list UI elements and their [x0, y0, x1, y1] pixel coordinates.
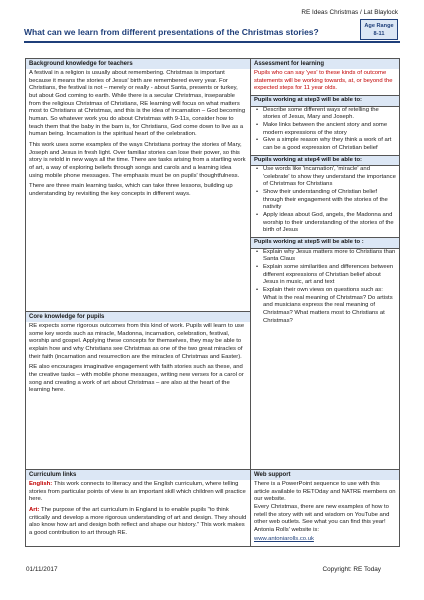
core-heading: Core knowledge for pupils — [26, 312, 250, 322]
step3-list — [251, 107, 399, 153]
step4-heading: Pupils working at step4 will be able to: — [251, 155, 399, 167]
step5-heading: Pupils working at step5 will be able to : — [251, 237, 399, 249]
page-title: What can we learn from different presentations of the Christmas stories? — [24, 27, 319, 37]
web-section — [251, 470, 399, 546]
background-heading: Background knowledge for teachers — [26, 59, 250, 69]
list-item: • Make links between the ancient story and some modern expressions of the story — [263, 122, 396, 137]
list-item: • Use words like 'incarnation', 'miracle' and 'celebrate' to show they understand the importance of Christmas for Christians — [263, 166, 396, 189]
footer-copyright: Copyright: RE Today — [322, 566, 381, 573]
list-item: • Apply ideas about God, angels, the Madonna and worship to their understanding of the stories of the birth of Jesus — [263, 212, 396, 235]
content-grid — [25, 58, 400, 547]
english-text: This work connects to literacy and the English curriculum, where telling stories from particular points of view is an important skill which children will practice here. — [29, 481, 246, 503]
background-paragraph: This work uses some examples of the ways Christians portray the stories of Mary, Joseph and Jesus in fresh light. Over familiar stories can lose their power, so this story is retold in new ways all the time. There are tasks arising from a startling work of art, a way of exploring beliefs through songs and carols and a learning idea using mobile phone messages. The emphasis must be on pupils' thoughtfulness. — [29, 141, 246, 179]
core-paragraph: RE expects some rigorous outcomes from this kind of work. Pupils will learn to use some key words such as miracle, Madonna, incarnation, celebration, festival, worship and gospel. Applying these concepts for themselves, they may be able to explain how and why Christians see Christmas as one of the two great miracles of their faith (incarnation and resurrection are the miracles of Christmas and Easter). — [29, 323, 245, 360]
english-label: English: — [29, 481, 53, 487]
art-link — [29, 507, 247, 538]
list-item: • Show their understanding of Christian belief through their engagement with the stories of the nativity — [263, 189, 396, 212]
list-item: • Explain why Jesus matters more to Christians than Santa Claus — [263, 249, 396, 264]
list-item: • Describe some different ways of retelling the stories of Jesus, Mary and Joseph. — [263, 107, 396, 122]
curriculum-section — [26, 470, 250, 546]
core-section — [26, 312, 250, 469]
list-item: • Explain their own views on questions such as: What is the real meaning of Christmas? Do artists and musicians express the real meaning of Christmas? What matters most to Christians at Christmas? — [263, 287, 396, 325]
title-bar — [24, 20, 400, 43]
age-range-value: 8-11 — [373, 31, 385, 37]
core-paragraph: RE also encourages imaginative engagement with faith stories such as these, and the creative tasks – with mobile phone messages, writing new verses for a carol or song and creating a work of art about Christmas – are also at the heart of the learning here. — [29, 364, 244, 394]
step5-list — [251, 249, 399, 326]
list-item: • Give a simple reason why they think a work of art can be a good expression of Christian belief — [263, 137, 396, 152]
english-link — [29, 481, 247, 504]
assessment-intro: Pupils who can say 'yes' to these kinds of outcome statements will be working towards, at, or beyond the expected steps for 11 year olds. — [254, 70, 393, 92]
antonia-rolls-link[interactable]: www.antoniarolls.co.uk — [254, 535, 314, 542]
web-heading: Web support — [251, 470, 399, 480]
curriculum-heading: Curriculum links — [26, 470, 250, 480]
background-section — [26, 59, 250, 311]
art-text: The purpose of the art curriculum in England is to enable pupils "to think critically and develop a more rigorous understanding of art and design. They should also know how art and design both reflect and shape our history." This work makes a good contribution to art through RE. — [29, 506, 247, 536]
footer-date: 01/11/2017 — [26, 566, 58, 573]
web-text: There is a PowerPoint sequence to use with this article available to RETOday and NATRE members on our website. Every Christmas, there are new examples of how to retell the story with wit and wisdom on YouTube and other web outlets. See what you can find this year! Antonia Rolls' website is: — [254, 481, 396, 533]
background-paragraph: A festival in a religion is usually about remembering. Christmas is important because it means the stories of Jesus' birth are remembered every year. For Christians, the festival is not – merely or really - about Santa, presents or turkey, but about God coming to earth. While there is a secular Christmas, inseparable from the religious Christmas of Christians, RE learning will focus on what matters most to Christians at Christmas, and this is the idea of incarnation – God becoming human. So whatever work you do about Christmas with 9-11s, consider how to teach them that the baby in the barn is, for Christians, God come down to live as a human being. Incarnation is the spiritual heart of the celebration. — [29, 70, 246, 138]
step4-list — [251, 166, 399, 235]
assessment-heading: Assessment for learning — [251, 59, 399, 69]
step3-heading: Pupils working at step3 will be able to: — [251, 95, 399, 107]
age-range-label: Age Range — [364, 23, 394, 29]
background-paragraph: There are three main learning tasks, which can take three lessons, building up understanding by revisiting the key concepts in different ways. — [29, 183, 233, 197]
assessment-section — [251, 59, 399, 469]
age-range-badge — [360, 19, 398, 40]
source-credit: RE Ideas Christmas / Lat Blaylock — [301, 9, 398, 16]
art-label: Art: — [29, 506, 40, 513]
list-item: • Explain some similarities and differences between different expressions of Christian belief about Jesus in music, art and text — [263, 264, 396, 287]
